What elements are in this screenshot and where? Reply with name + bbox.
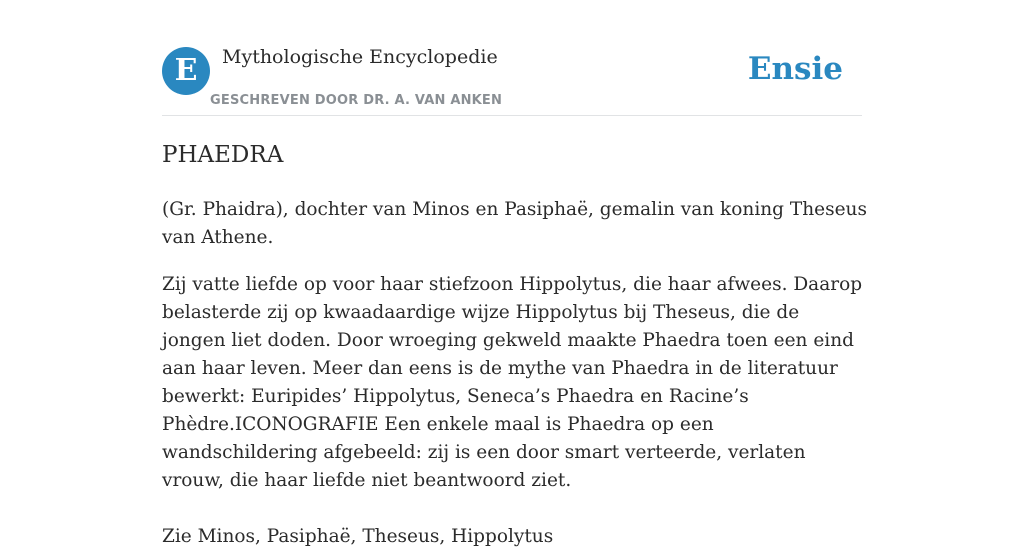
book-title-link[interactable]: Mythologische Encyclopedie	[222, 46, 498, 68]
see-also-references: Zie Minos, Pasiphaë, Theseus, Hippolytus	[162, 526, 554, 547]
header	[162, 42, 862, 116]
entry-paragraph-intro: (Gr. Phaidra), dochter van Minos en Pasiphaë, gemalin van koning Theseus van Athene.	[162, 199, 867, 248]
article	[162, 138, 867, 551]
encyclopedia-logo-icon[interactable]: E	[162, 47, 210, 95]
author-byline: GESCHREVEN DOOR DR. A. VAN ANKEN	[210, 93, 503, 108]
entry-paragraph-body: Zij vatte liefde op voor haar stiefzoon Hippolytus, die haar afwees. Daarop belasterde zij op kwaadaardige wijze Hippolytus bij Theseus, die de jongen liet doden. Door wroeging gekweld maakte Phaedra toen een eind aan haar leven. Meer dan eens is de mythe van Phaedra in de literatuur bewerkt: Euripides’ Hippolytus, Seneca’s Phaedra en Racine’s Phèdre.ICONOGRAFIE Een enkele maal is Phaedra op een wandschildering afgebeeld: zij is een door smart verteerde, verlaten vrouw, die haar liefde niet beantwoord ziet.	[162, 274, 863, 491]
ensie-brand-logo[interactable]: Ensie	[747, 51, 843, 87]
entry-title: PHAEDRA	[162, 142, 284, 168]
